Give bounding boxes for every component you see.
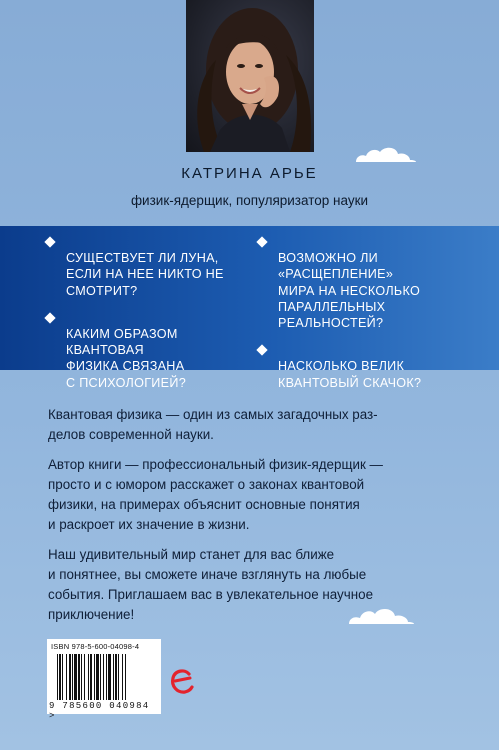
cloud-icon: [352, 144, 418, 164]
question-item: [46, 310, 241, 391]
diamond-bullet-icon: [256, 345, 267, 356]
author-name: КАТРИНА АРЬЕ: [181, 165, 318, 182]
barcode-digits: 9 785600 040984 >: [49, 701, 150, 721]
barcode: [47, 639, 161, 721]
diamond-bullet-icon: [44, 236, 55, 247]
isbn-text: ISBN 978-5-600-04098-4: [51, 642, 140, 651]
question-text: КАКИМ ОБРАЗОМ КВАНТОВАЯ ФИЗИКА СВЯЗАНА С ПСИХОЛОГИЕЙ?: [66, 327, 187, 390]
question-item: [46, 234, 241, 299]
question-item: [258, 342, 473, 391]
questions-right-column: [258, 234, 473, 402]
question-text: НАСКОЛЬКО ВЕЛИК КВАНТОВЫЙ СКАЧОК?: [278, 359, 422, 390]
diamond-bullet-icon: [44, 312, 55, 323]
questions-left-column: [46, 234, 241, 402]
description-paragraph: Квантовая физика — один из самых загадочных раз- делов современной науки.: [48, 407, 378, 442]
description-paragraph: Автор книги — профессиональный физик-ядерщик — просто и с юмором расскажет о законах квантовой физики, на примерах объяснит основные понятия и раскроет их значение в жизни.: [48, 457, 383, 532]
question-text: ВОЗМОЖНО ЛИ «РАСЩЕПЛЕНИЕ» МИРА НА НЕСКОЛЬКО ПАРАЛЛЕЛЬНЫХ РЕАЛЬНОСТЕЙ?: [278, 251, 421, 331]
publisher-logo-icon: [167, 666, 197, 696]
questions-band: [0, 226, 499, 390]
author-photo: [186, 0, 314, 152]
diamond-bullet-icon: [256, 236, 267, 247]
description-paragraph: Наш удивительный мир станет для вас ближе и понятнее, вы сможете иначе взглянуть на любые события. Приглашаем вас в увлекательное научное приключение!: [48, 547, 374, 622]
question-item: [258, 234, 473, 331]
question-text: СУЩЕСТВУЕТ ЛИ ЛУНА, ЕСЛИ НА НЕЕ НИКТО НЕ СМОТРИТ?: [66, 251, 224, 298]
description: [48, 405, 458, 635]
barcode-bars: [57, 654, 153, 700]
author-title: физик-ядерщик, популяризатор науки: [130, 193, 369, 208]
cloud-icon: [345, 604, 417, 626]
